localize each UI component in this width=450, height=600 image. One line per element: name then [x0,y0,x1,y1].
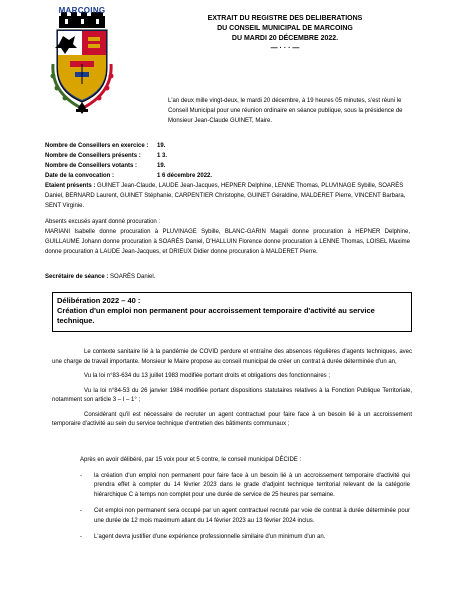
present-label: Etaient présents : [45,183,96,189]
body-paragraph: Considérant qu'il est nécessaire de recruter un agent contractuel pour faire face à un besoin lié à un accroissement temporaire d'activité au sein du service technique d'entretien des bâtiments communaux ; [52,411,412,427]
absent-list: MARIANI Isabelle donne procuration à PLUVINAGE Sybille, BLANC-GARIN Magali donne procuration à HEPNER Delphine, GUILLAUME Johann donne procuration à SOARÈS Daniel, D'HALLUIN Florence donne procuration à LENNE Thomas, LOISEL Maxime donne procuration à LAUDE Jean-Jacques, et DRIEUX Didier donne procuration à MALDERET Pierre. [45,229,410,255]
secretary-name: SOARÈS Daniel. [110,274,156,280]
coat-of-arms [37,6,127,118]
body-paragraph: Le contexte sanitaire lié à la pandémie de COVID perdure et entraîne des absences régulières d'agents techniques, avec une charge de travail importante. Monsieur le Maire propose au conseil municipal de créer un contrat à durée déterminée d'un an, [52,349,412,365]
secretary-label: Secrétaire de séance : [45,274,109,280]
meeting-intro: L'an deux mille vingt-deux, le mardi 20 décembre, à 19 heures 05 minutes, s'est réuni le Conseil Municipal pour une réunion ordinaire en séance publique, sous la présidence de Monsieur Jean-Claude GUINET, Maire. [168,98,403,124]
decision-item-text: la création d'un emploi non permanent pour faire face à un besoin lié à un accroissement temporaire d'activité qui prendra effet à compter du 14 février 2023 dans le grade d'adjoint technique territorial relevant de la catégorie hiérarchique C à temps non complet pour une durée de service de 25 heures par semaine. [94,472,410,498]
count-value: 19. [157,143,166,149]
count-label: Nombre de Conseillers en exercice : [45,143,149,149]
absent-members [45,217,410,257]
medal-cross-icon [76,102,88,114]
decision-item-text: L'agent devra justifier d'une expérience professionnelle similaire d'un minimum d'un an. [94,534,326,540]
header-line-1: EXTRAIT DU REGISTRE DES DELIBERATIONS [207,15,363,22]
decision-item [80,472,410,501]
shield-icon [55,30,107,102]
header-line-3: DU MARDI 20 DÉCEMBRE 2022. [231,35,339,42]
count-row [45,151,415,161]
body-paragraph: Vu la loi n°84-53 du 26 janvier 1984 modifiée portant dispositions statutaires relatives à la Fonction Publique Territoriale, notamment son article 3 – I – 1° ; [52,387,412,403]
body-paragraph: Vu la loi n°83-634 du 13 juillet 1983 modifiée portant droits et obligations des fonctionnaires ; [84,373,330,379]
count-value: 1 6 décembre 2022. [157,173,213,179]
decision-title: Après en avoir délibéré, par 15 voix pour et 5 contre, le conseil municipal DÉCIDE : [80,457,302,463]
header-separator: — · · · — [270,45,300,52]
count-label: Date de la convocation : [45,173,115,179]
deliberation-number: Délibération 2022 – 40 : [57,296,141,305]
present-members [45,181,415,211]
deliberation-subject: Création d'un emploi non permanent pour accroissement temporaire d'activité au service technique. [57,306,375,325]
count-value: 1 3. [157,153,168,159]
decision-section [80,456,410,550]
count-row [45,161,415,171]
bullet-dash: - [80,508,82,514]
deliberation-title-box [52,292,412,332]
attendance-section [45,141,415,211]
absent-label: Absents excusés ayant donné procuration : [45,219,161,225]
count-label: Nombre de Conseillers présents : [45,153,141,159]
bullet-dash: - [80,534,82,540]
count-row [45,171,415,181]
decision-list [80,472,410,543]
count-value: 19. [157,163,166,169]
document-header [180,14,390,54]
present-list: GUINET Jean-Claude, LAUDE Jean-Jacques, HEPNER Delphine, LENNE Thomas, PLUVINAGE Sybille, SOARÈS Daniel, BERNARD Laurent, GUINET Stéphanie, CARPENTIER Christophe, GUINET Géraldine, MALDERET Pierre, VINCENT Barbara, SENT Virginie. [45,183,406,209]
count-row [45,141,415,151]
coat-of-arms-image [37,6,127,118]
header-line-2: DU CONSEIL MUNICIPAL DE MARCOING [217,25,353,32]
decision-item-text: Cet emploi non permanent sera occupé par un agent contractuel recruté par voie de contrat à durée déterminée pour une durée de 12 mois maximum allant du 14 février 2023 au 13 février 2024 inclus. [94,508,410,524]
bullet-dash: - [80,472,82,479]
coat-of-arms-town-name: MARCOING [58,6,106,15]
deliberation-body [52,348,412,435]
decision-item [80,533,410,543]
session-secretary [45,272,410,282]
count-label: Nombre de Conseillers votants : [45,163,138,169]
decision-item [80,507,410,526]
